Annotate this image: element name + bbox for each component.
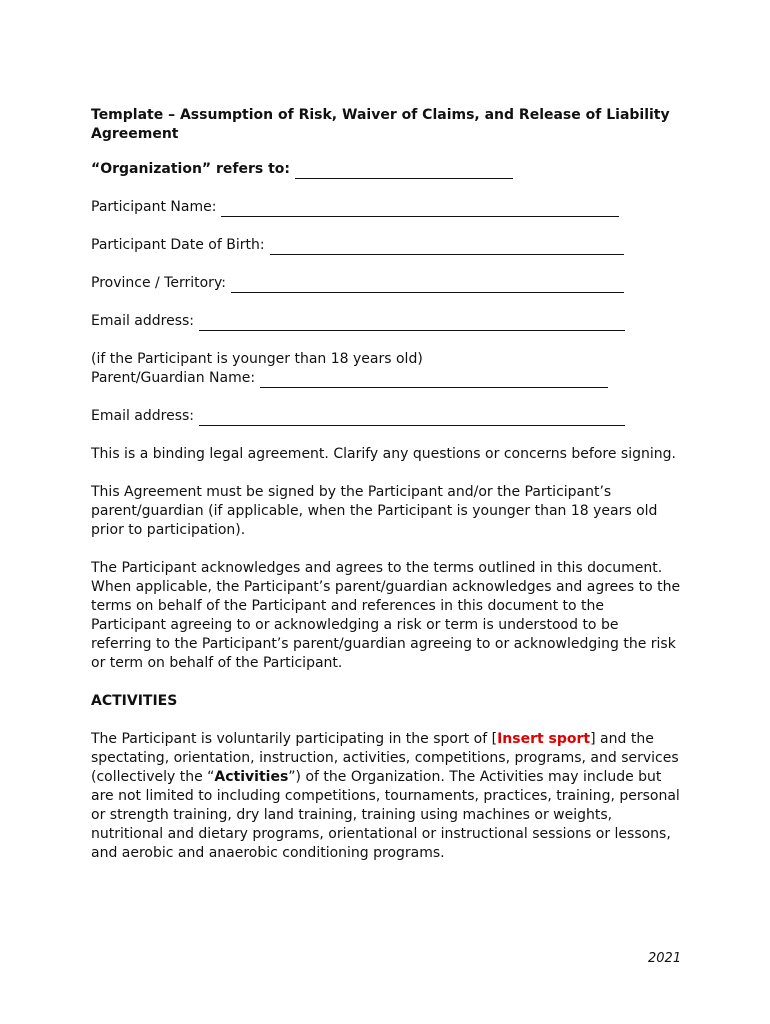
guardian-name-label: Parent/Guardian Name: — [91, 370, 256, 386]
activities-heading: ACTIVITIES — [91, 693, 178, 709]
province-label: Province / Territory: — [91, 275, 226, 291]
binding-paragraph: This is a binding legal agreement. Clarify any questions or concerns before signing. — [91, 446, 676, 462]
minor-note: (if the Participant is younger than 18 years old) — [91, 351, 423, 367]
activities-text-2: ] and the spectating, orientation, instruction, activities, competitions, programs, and services (collectively the “ — [91, 731, 679, 785]
insert-sport-placeholder: Insert sport — [497, 731, 591, 747]
participant-name-label: Participant Name: — [91, 199, 217, 215]
activities-term: Activities — [214, 769, 289, 785]
dob-field — [91, 236, 683, 255]
signed-paragraph: This Agreement must be signed by the Participant and/or the Participant’s parent/guardian (if applicable, when the Participant is younger than 18 years old prior to participation). — [91, 484, 658, 538]
guardian-email-label: Email address: — [91, 408, 195, 424]
guardian-name-blank[interactable] — [260, 373, 608, 388]
dob-blank[interactable] — [270, 240, 624, 255]
email-label: Email address: — [91, 313, 195, 329]
organization-field — [91, 160, 683, 179]
participant-name-field — [91, 198, 683, 217]
document-title: Template – Assumption of Risk, Waiver of Claims, and Release of Liability Agreement — [91, 107, 670, 142]
acknowledges-paragraph: The Participant acknowledges and agrees to the terms outlined in this document. When applicable, the Participant’s parent/guardian acknowledges and agrees to the terms on behalf of the Participant and references in this document to the Participant agreeing to or acknowledging a risk or term is understood to be referring to the Participant’s parent/guardian agreeing to or acknowledging the risk or term on behalf of the Participant. — [91, 560, 681, 671]
footer-year: 2021 — [648, 951, 682, 966]
participant-name-blank[interactable] — [221, 202, 619, 217]
dob-label: Participant Date of Birth: — [91, 237, 265, 253]
email-blank[interactable] — [199, 316, 625, 331]
guardian-email-blank[interactable] — [199, 411, 625, 426]
organization-label: “Organization” refers to: — [91, 161, 290, 177]
province-blank[interactable] — [231, 278, 624, 293]
email-field — [91, 312, 683, 331]
guardian-name-field — [91, 369, 683, 388]
activities-text-3: ”) of the Organization. The Activities may include but are not limited to including competitions, tournaments, practices, training, personal or strength training, dry land training, training using machines or weights, nutritional and dietary programs, orientational or instructional sessions or lessons, and aerobic and anaerobic conditioning programs. — [91, 769, 680, 861]
province-field — [91, 274, 683, 293]
guardian-email-field — [91, 407, 683, 426]
activities-text-1: The Participant is voluntarily participating in the sport of [ — [91, 731, 498, 747]
organization-blank[interactable] — [295, 164, 513, 179]
activities-paragraph — [91, 730, 683, 863]
document-page — [91, 106, 683, 882]
